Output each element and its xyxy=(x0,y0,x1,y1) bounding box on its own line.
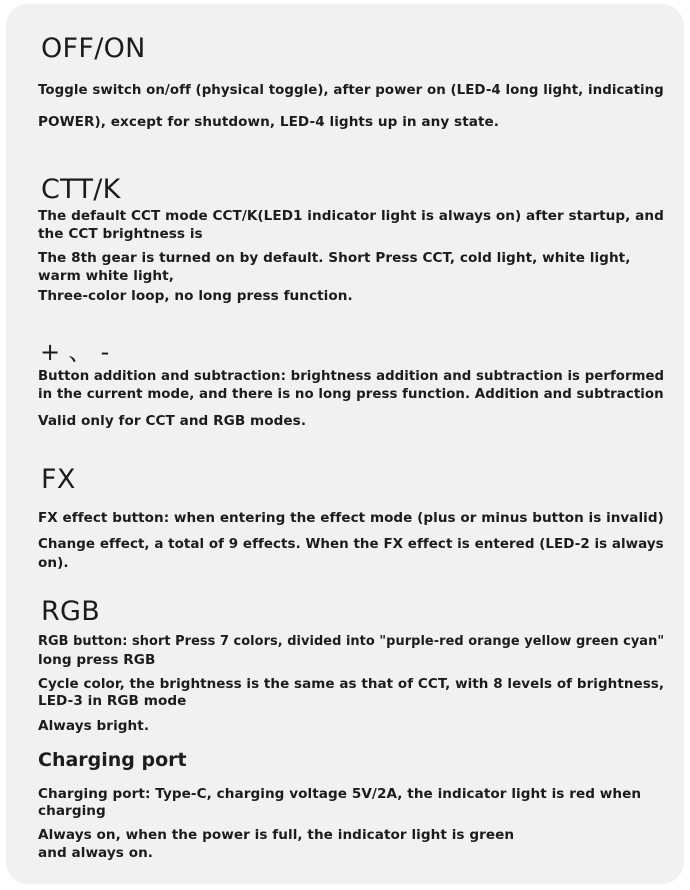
rgb-text-line-4: LED-3 in RGB mode xyxy=(38,693,187,709)
charging-text-line-2: charging xyxy=(38,803,106,819)
rgb-text-line-5: Always bright. xyxy=(38,718,150,734)
section-title-off-on: OFF/ON xyxy=(41,33,146,64)
off-on-text-line-2: POWER), except for shutdown, LED-4 lights up in any state. xyxy=(38,114,500,130)
ctt-k-text-line-1: The default CCT mode CCT/K(LED1 indicator light is always on) after startup, and xyxy=(38,208,664,224)
section-title-fx: FX xyxy=(41,464,76,495)
fx-text-line-3: on). xyxy=(38,555,69,571)
rgb-text-line-1: RGB button: short Press 7 colors, divided into "purple-red orange yellow green cyan" xyxy=(38,634,665,649)
off-on-text-line-1: Toggle switch on/off (physical toggle), after power on (LED-4 long light, indicating xyxy=(38,83,664,98)
rgb-text-line-2: long press RGB xyxy=(38,652,156,668)
plus-minus-text-line-3: Valid only for CCT and RGB modes. xyxy=(38,413,307,429)
fx-text-line-1: FX effect button: when entering the effect mode (plus or minus button is invalid) xyxy=(38,510,664,526)
plus-minus-text-line-2: in the current mode, and there is no long press function. Addition and subtraction xyxy=(38,387,664,402)
ctt-k-text-line-4: warm white light, xyxy=(38,268,174,284)
section-title-charging-port: Charging port xyxy=(38,749,187,771)
fx-text-line-2: Change effect, a total of 9 effects. When the FX effect is entered (LED-2 is always xyxy=(38,537,664,552)
section-title-ctt-k: CTT/K xyxy=(41,174,121,205)
charging-text-line-3: Always on, when the power is full, the indicator light is green xyxy=(38,827,515,843)
ctt-k-text-line-2: the CCT brightness is xyxy=(38,226,203,242)
plus-minus-text-line-1: Button addition and subtraction: brightness addition and subtraction is performed xyxy=(38,369,665,384)
rgb-text-line-3: Cycle color, the brightness is the same as that of CCT, with 8 levels of brightness, xyxy=(38,676,665,692)
ctt-k-text-line-5: Three-color loop, no long press function. xyxy=(38,288,353,304)
charging-text-line-4: and always on. xyxy=(38,845,154,861)
section-title-rgb: RGB xyxy=(41,596,101,627)
charging-text-line-1: Charging port: Type-C, charging voltage 5V/2A, the indicator light is red when xyxy=(38,786,642,802)
section-title-plus-minus: + 、 - xyxy=(40,338,110,366)
ctt-k-text-line-3: The 8th gear is turned on by default. Short Press CCT, cold light, white light, xyxy=(38,250,631,266)
